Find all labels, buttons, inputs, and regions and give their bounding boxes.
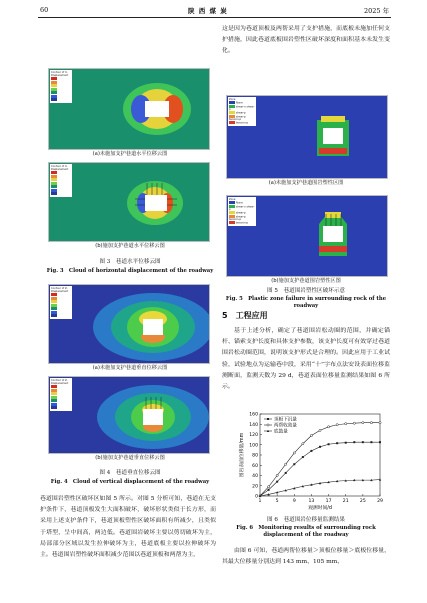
fig3-panel-b <box>48 162 210 242</box>
left-paragraph: 巷道围岩塑性区破坏区如图 5 所示。对图 5 分析可知，巷道在无支护条件下，巷道顶板发生大面积破坏，破坏形状类似于长方形，而采用上述支护条件下，巷道顶板塑性区破坏面积有所减少，且类似于塔型，呈中间高，两边低。巷道围岩破坏主要以剪切破坏为主，局部部分区域以发生拉伸破坏为主，巷道底板主要以拉伸破坏为主。巷道围岩塑性破坏面积减少范围以巷道顶板和两帮为主， <box>40 496 216 559</box>
fig4a-legend: Contour of Z-Displacement <box>50 286 72 319</box>
fig4-panel-a <box>48 284 210 364</box>
data-point <box>345 423 347 425</box>
data-point <box>310 450 312 452</box>
x-tick-label: 13 <box>308 499 315 504</box>
y-tick-label: 60 <box>252 463 258 469</box>
section-title: 5 工程应用 <box>222 311 268 320</box>
fig5-panel-b <box>226 195 388 277</box>
fig3-caption-en: Fig. 3 Cloud of horizontal displacement of the roadway <box>46 268 214 274</box>
fig3b-contour <box>49 163 209 241</box>
right-paragraph-app: 基于上述分析，确定了巷道围岩松动圈的范围，并确定锚杆、锚索支护长度和具体支护参数，该支护长度可有效穿过巷道围岩松动圈范围，说明该支护形式是合理的。因此应用于工业试验，试验地点为运输巷中段，采用“十”字布点法安设表面位移监测断面，监测天数为 29 d，巷道表面位移量监测结果如图 6 所示。 <box>222 328 390 391</box>
series-line <box>260 442 380 496</box>
y-tick-label: 20 <box>252 484 258 490</box>
fig5b-subcaption: (b)施加支护巷道围岩塑性区图 <box>271 278 341 284</box>
y-tick-label: 120 <box>249 433 258 438</box>
y-tick-label: 140 <box>249 422 258 428</box>
fig5a-legend: Zone None shear-n shear-p shear-p shear-p tension-p tension-p <box>229 98 255 125</box>
fig6-caption-cn: 图 6 巷道围岩位移量监测结果 <box>266 517 346 523</box>
y-tick-label: 80 <box>252 453 258 459</box>
data-point <box>336 424 338 426</box>
x-tick-label: 21 <box>342 499 349 504</box>
fig5a-subcaption: (a)未施加支护巷道围岩塑性区图 <box>268 180 344 186</box>
x-tick-label: 17 <box>325 499 332 504</box>
fig4-caption-cn: 图 4 巷道垂直位移云图 <box>99 470 161 476</box>
data-point <box>268 489 270 491</box>
fig5b-legend: Zone None shear-n shear-p shear-p shear-p tension-p tension-p <box>229 198 255 225</box>
fig6-line-chart <box>236 408 386 514</box>
x-axis-label: 观测时间/d <box>308 506 332 511</box>
data-point <box>353 422 355 424</box>
fig6-caption-en-1: Fig. 6 Monitoring results of surrounding rock <box>236 525 376 531</box>
fig4b-subcaption: (b)施加支护巷道垂直位移云图 <box>95 455 165 461</box>
y-tick-label: 40 <box>252 474 258 479</box>
data-point <box>345 442 347 444</box>
right-paragraph-bottom: 由图 6 可知，巷道两帮位移量＞顶板位移量＞底板位移量，其最大位移量分别达到 143 mm、105 mm、 <box>222 548 390 566</box>
data-point <box>379 441 381 443</box>
page-number: 60 <box>40 6 49 14</box>
fig3-caption-cn: 图 3 巷道水平位移云图 <box>99 259 161 265</box>
data-point <box>285 463 287 465</box>
data-point <box>336 442 338 444</box>
data-point <box>302 443 304 445</box>
fig3a-legend: Contour of X-Displacement <box>50 70 72 103</box>
legend-label: 底鼓量 <box>274 429 288 435</box>
data-point <box>285 472 287 474</box>
fig4b-legend: Contour of Z-Displacement <box>50 378 72 411</box>
legend-label: 顶板下沉量 <box>274 417 297 423</box>
data-point <box>328 443 330 445</box>
fig6-caption-en-2: displacement of the roadway <box>263 532 349 538</box>
data-point <box>319 446 321 448</box>
data-point <box>362 422 364 424</box>
data-point <box>267 486 269 488</box>
data-point <box>370 422 372 424</box>
x-tick-label: 25 <box>359 499 366 504</box>
x-tick-label: 9 <box>292 499 296 504</box>
header-rule <box>38 17 391 18</box>
fig4a-subcaption: (a)未施加支护巷道垂直位移云图 <box>92 365 168 371</box>
x-tick-label: 1 <box>258 499 262 504</box>
data-point <box>362 441 364 443</box>
data-point <box>310 434 312 436</box>
right-paragraph-top: 这是因为巷道顶板及两帮采用了支护措施，而底板未施加任何支护措施，因此巷道底板围岩塑性区破坏深度和面积基本未发生变化。 <box>222 26 390 55</box>
fig4b-contour <box>49 377 209 453</box>
data-point <box>319 429 321 431</box>
legend-marker <box>267 424 269 426</box>
fig5-caption-cn: 图 5 巷道围岩塑性区破坏示意 <box>266 288 346 294</box>
data-point <box>293 452 295 454</box>
data-point <box>276 474 278 476</box>
fig3b-legend: Contour of X-Displacement <box>50 164 72 197</box>
journal-name: 陕 西 煤 炭 <box>188 7 228 15</box>
x-tick-label: 5 <box>275 499 279 504</box>
fig3b-subcaption: (b)施加支护巷道水平位移云图 <box>95 243 165 249</box>
y-axis-label: 围岩表面位移量/mm <box>240 432 245 478</box>
data-point <box>353 441 355 443</box>
data-point <box>302 456 304 458</box>
data-point <box>327 426 329 428</box>
y-tick-label: 100 <box>249 443 258 449</box>
fig4-caption-en: Fig. 4 Cloud of vertical displacement of the roadway <box>50 479 210 485</box>
fig3a-contour <box>49 69 209 149</box>
fig4-panel-b <box>48 376 210 454</box>
year: 2025 年 <box>364 7 390 15</box>
y-tick-label: 160 <box>249 412 258 418</box>
legend-label: 两帮收敛量 <box>274 423 297 429</box>
legend-marker <box>267 418 269 420</box>
data-point <box>276 481 278 483</box>
fig3-panel-a <box>48 68 210 150</box>
fig3a-subcaption: (a)未施加支护巷道水平位移云图 <box>92 151 168 157</box>
y-tick-label: 0 <box>255 494 258 500</box>
fig5-caption-en: Fig. 5 Plastic zone failure in surrounding rock of the roadway <box>225 296 387 309</box>
x-tick-label: 29 <box>377 499 383 504</box>
data-point <box>370 441 372 443</box>
data-point <box>379 422 381 424</box>
fig5-panel-a <box>226 95 388 179</box>
fig4a-contour <box>49 285 209 363</box>
data-point <box>293 463 295 465</box>
